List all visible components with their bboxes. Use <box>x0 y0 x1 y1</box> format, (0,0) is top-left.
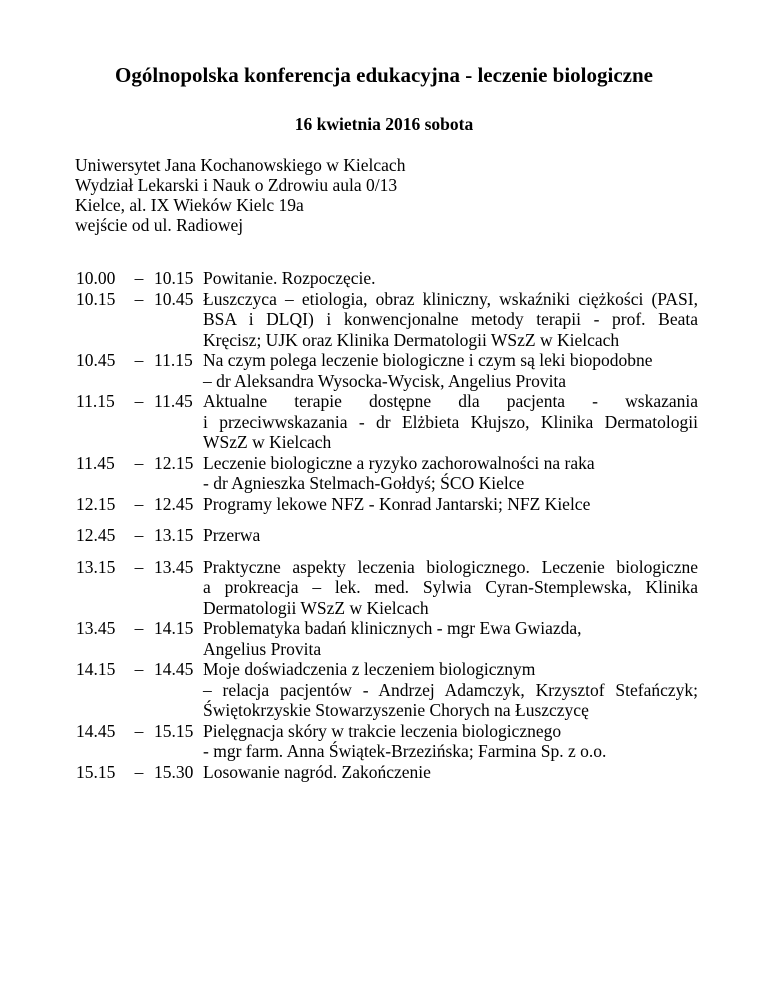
start-time: 13.45 <box>76 618 116 638</box>
time-range <box>76 721 203 742</box>
start-time: 10.00 <box>76 268 116 288</box>
start-time: 10.15 <box>76 288 116 309</box>
time-dash: – <box>134 525 144 545</box>
document-title: Ogólnopolska konferencja edukacyjna - leczenie biologiczne <box>114 63 653 87</box>
start-time: 13.15 <box>76 556 116 577</box>
end-time: 11.45 <box>154 391 193 411</box>
end-time: 14.45 <box>154 659 194 679</box>
time-dash: – <box>134 493 144 514</box>
description-line: i przeciwwskazania - dr Elżbieta Kłujszo, Klinika Dermatologii <box>203 411 698 432</box>
description-line: Przerwa <box>203 525 261 545</box>
description-line: Łuszczyca – etiologia, obraz kliniczny, wskaźniki ciężkości (PASI, <box>203 288 698 309</box>
description-line: Programy lekowe NFZ - Konrad Jantarski; NFZ Kielce <box>203 493 591 514</box>
time-range <box>76 762 203 783</box>
event-date: 16 kwietnia 2016 sobota <box>294 114 474 134</box>
description-line: - mgr farm. Anna Świątek-Brzezińska; Farmina Sp. z o.o. <box>203 741 607 761</box>
schedule-item <box>76 618 698 659</box>
schedule-item <box>76 659 698 721</box>
start-time: 10.45 <box>76 350 116 370</box>
session-description <box>203 659 698 721</box>
schedule-item <box>76 391 698 453</box>
venue-line: wejście od ul. Radiowej <box>75 215 244 235</box>
session-description <box>203 557 698 619</box>
end-time: 10.15 <box>154 268 194 288</box>
session-description <box>203 391 698 453</box>
time-dash: – <box>134 761 144 782</box>
end-time: 11.15 <box>154 350 193 370</box>
description-line: Powitanie. Rozpoczęcie. <box>203 268 376 288</box>
time-dash: – <box>134 618 144 638</box>
description-line: Kręcisz; UJK oraz Klinika Dermatologii WSzZ w Kielcach <box>203 329 620 350</box>
time-dash: – <box>134 556 144 577</box>
description-line: a prokreacja – lek. med. Sylwia Cyran-Stemplewska, Klinika <box>203 577 698 597</box>
session-description <box>203 721 698 762</box>
venue-line: Kielce, al. IX Wieków Kielc 19a <box>75 195 304 215</box>
session-description <box>203 268 698 289</box>
start-time: 14.45 <box>76 720 116 741</box>
end-time: 14.15 <box>154 618 194 638</box>
time-range <box>76 557 203 578</box>
description-line: BSA i DLQI) i konwencjonalne metody terapii - prof. Beata <box>203 309 698 329</box>
schedule-item <box>76 268 698 289</box>
time-range <box>76 289 203 310</box>
venue-line: Uniwersytet Jana Kochanowskiego w Kielcach <box>75 155 406 175</box>
description-line: – dr Aleksandra Wysocka-Wycisk, Angelius Provita <box>203 370 567 391</box>
end-time: 13.15 <box>154 525 194 545</box>
description-line: Aktualne terapie dostępne dla pacjenta - wskazania <box>203 391 698 411</box>
start-time: 15.15 <box>76 761 116 782</box>
time-dash: – <box>134 452 144 473</box>
session-description <box>203 525 698 546</box>
end-time: 12.15 <box>154 452 194 473</box>
schedule-item <box>76 494 698 515</box>
time-dash: – <box>134 350 144 370</box>
venue-line: Wydział Lekarski i Nauk o Zdrowiu aula 0/13 <box>75 175 398 195</box>
description-line: WSzZ w Kielcach <box>203 432 332 452</box>
start-time: 14.15 <box>76 659 116 679</box>
description-line: Dermatologii WSzZ w Kielcach <box>203 597 429 618</box>
schedule-item <box>76 721 698 762</box>
schedule-item <box>76 762 698 783</box>
description-line: Leczenie biologiczne a ryzyko zachorowalności na raka <box>203 452 595 473</box>
end-time: 12.45 <box>154 493 194 514</box>
time-dash: – <box>134 659 144 679</box>
time-range <box>76 494 203 515</box>
schedule-item <box>76 525 698 546</box>
description-line: Moje doświadczenia z leczeniem biologicznym <box>203 659 536 679</box>
session-description <box>203 762 698 783</box>
start-time: 12.45 <box>76 525 116 545</box>
end-time: 13.45 <box>154 556 194 577</box>
start-time: 11.15 <box>76 391 115 411</box>
time-dash: – <box>134 720 144 741</box>
session-description <box>203 350 698 391</box>
session-description <box>203 453 698 494</box>
description-line: Pielęgnacja skóry w trakcie leczenia biologicznego <box>203 720 562 741</box>
time-range <box>76 659 203 680</box>
time-range <box>76 525 203 546</box>
time-dash: – <box>134 391 144 411</box>
description-line: Angelius Provita <box>203 638 322 659</box>
time-dash: – <box>134 268 144 288</box>
description-line: - dr Agnieszka Stelmach-Gołdyś; ŚCO Kielce <box>203 473 525 493</box>
description-line: Świętokrzyskie Stowarzyszenie Chorych na Łuszczycę <box>203 700 589 720</box>
time-range <box>76 391 203 412</box>
time-dash: – <box>134 288 144 309</box>
schedule-list <box>76 268 698 782</box>
session-description <box>203 289 698 351</box>
end-time: 15.30 <box>154 761 194 782</box>
description-line: Na czym polega leczenie biologiczne i czym są leki biopodobne <box>203 350 653 370</box>
time-range <box>76 453 203 474</box>
schedule-item <box>76 350 698 391</box>
schedule-item <box>76 289 698 351</box>
venue-address <box>75 155 405 235</box>
time-range <box>76 268 203 289</box>
start-time: 12.15 <box>76 493 116 514</box>
schedule-item <box>76 557 698 619</box>
description-line: Problematyka badań klinicznych - mgr Ewa Gwiazda, <box>203 618 582 638</box>
end-time: 15.15 <box>154 720 194 741</box>
session-description <box>203 618 698 659</box>
start-time: 11.45 <box>76 452 115 473</box>
time-range <box>76 618 203 639</box>
time-range <box>76 350 203 371</box>
end-time: 10.45 <box>154 288 194 309</box>
description-line: – relacja pacjentów - Andrzej Adamczyk, Krzysztof Stefańczyk; <box>203 679 698 700</box>
description-line: Praktyczne aspekty leczenia biologicznego. Leczenie biologiczne <box>203 556 698 577</box>
schedule-item <box>76 453 698 494</box>
session-description <box>203 494 698 515</box>
description-line: Losowanie nagród. Zakończenie <box>203 761 431 782</box>
